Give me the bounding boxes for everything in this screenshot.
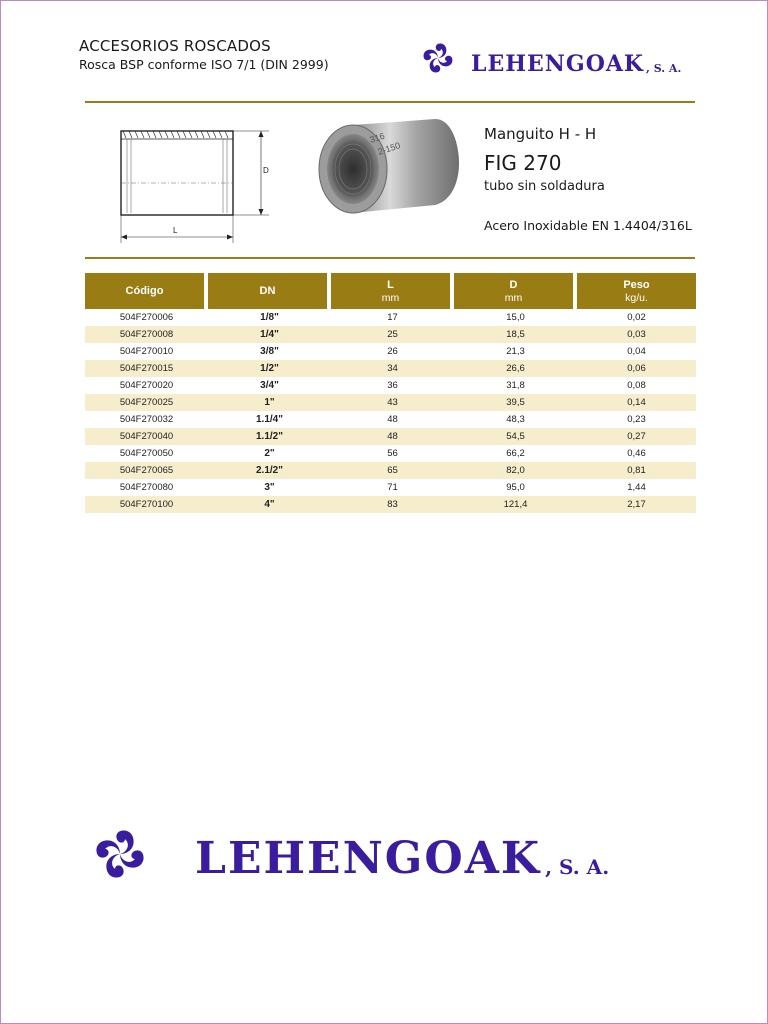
cell-l: 25	[331, 326, 454, 343]
cell-peso: 0,08	[577, 377, 696, 394]
dimension-l-label: L	[173, 226, 178, 235]
cell-l: 34	[331, 360, 454, 377]
product-material: Acero Inoxidable EN 1.4404/316L	[484, 218, 692, 233]
cell-codigo: 504F270006	[85, 309, 208, 326]
cell-peso: 0,46	[577, 445, 696, 462]
cell-d: 66,2	[454, 445, 577, 462]
cell-codigo: 504F270032	[85, 411, 208, 428]
table-row	[85, 326, 696, 343]
brand-logo-bottom	[89, 823, 609, 885]
cell-d: 39,5	[454, 394, 577, 411]
brand-name: LEHENGOAK	[195, 833, 542, 884]
cell-dn: 4"	[208, 496, 331, 513]
cell-d: 31,8	[454, 377, 577, 394]
col-header-codigo: Código	[85, 273, 208, 309]
cell-peso: 0,04	[577, 343, 696, 360]
product-photo	[313, 113, 463, 218]
cell-l: 43	[331, 394, 454, 411]
cell-d: 54,5	[454, 428, 577, 445]
spec-table	[85, 273, 696, 513]
brand-suffix: , S. A.	[545, 855, 610, 879]
section-subtitle: Rosca BSP conforme ISO 7/1 (DIN 2999)	[79, 57, 329, 72]
cell-codigo: 504F270010	[85, 343, 208, 360]
table-row	[85, 479, 696, 496]
brand-logo-top	[419, 39, 681, 77]
table-row	[85, 428, 696, 445]
cell-peso: 0,03	[577, 326, 696, 343]
cell-dn: 1.1/2"	[208, 428, 331, 445]
cell-l: 36	[331, 377, 454, 394]
cell-dn: 1/4"	[208, 326, 331, 343]
cell-dn: 3"	[208, 479, 331, 496]
table-row	[85, 309, 696, 326]
product-name: Manguito H - H	[484, 125, 597, 143]
cell-l: 56	[331, 445, 454, 462]
cell-codigo: 504F270020	[85, 377, 208, 394]
table-row	[85, 377, 696, 394]
technical-drawing	[109, 121, 284, 246]
cell-d: 18,5	[454, 326, 577, 343]
cell-codigo: 504F270040	[85, 428, 208, 445]
lauburu-icon	[89, 823, 151, 885]
cell-d: 95,0	[454, 479, 577, 496]
table-row	[85, 394, 696, 411]
table-row	[85, 360, 696, 377]
cell-codigo: 504F270100	[85, 496, 208, 513]
cell-peso: 2,17	[577, 496, 696, 513]
cell-peso: 0,06	[577, 360, 696, 377]
divider-top	[85, 101, 695, 103]
col-header-peso: Peso kg/u.	[577, 273, 696, 309]
cell-codigo: 504F270080	[85, 479, 208, 496]
cell-l: 48	[331, 428, 454, 445]
cell-dn: 2.1/2"	[208, 462, 331, 479]
photo-stamp-316: 316	[368, 130, 386, 145]
cell-l: 17	[331, 309, 454, 326]
col-header-dn: DN	[208, 273, 331, 309]
dimension-d-label: D	[263, 166, 269, 175]
cell-peso: 0,23	[577, 411, 696, 428]
product-description: tubo sin soldadura	[484, 179, 605, 194]
cell-peso: 1,44	[577, 479, 696, 496]
cell-dn: 3/4"	[208, 377, 331, 394]
col-header-l: L mm	[331, 273, 454, 309]
cell-codigo: 504F270025	[85, 394, 208, 411]
section-title: ACCESORIOS ROSCADOS	[79, 37, 271, 55]
cell-l: 83	[331, 496, 454, 513]
cell-d: 21,3	[454, 343, 577, 360]
cell-l: 26	[331, 343, 454, 360]
cell-dn: 1/2"	[208, 360, 331, 377]
cell-codigo: 504F270065	[85, 462, 208, 479]
table-row	[85, 496, 696, 513]
cell-peso: 0,02	[577, 309, 696, 326]
cell-dn: 1.1/4"	[208, 411, 331, 428]
cell-codigo: 504F270050	[85, 445, 208, 462]
cell-codigo: 504F270015	[85, 360, 208, 377]
brand-suffix: , S. A.	[646, 62, 682, 75]
cell-l: 71	[331, 479, 454, 496]
lauburu-icon	[419, 39, 457, 77]
cell-peso: 0,81	[577, 462, 696, 479]
cell-dn: 1/8"	[208, 309, 331, 326]
brand-name: LEHENGOAK	[471, 51, 645, 77]
cell-dn: 3/8"	[208, 343, 331, 360]
cell-peso: 0,27	[577, 428, 696, 445]
cell-d: 82,0	[454, 462, 577, 479]
table-row	[85, 411, 696, 428]
cell-d: 15,0	[454, 309, 577, 326]
cell-codigo: 504F270008	[85, 326, 208, 343]
cell-d: 48,3	[454, 411, 577, 428]
cell-l: 65	[331, 462, 454, 479]
table-row	[85, 445, 696, 462]
table-row	[85, 462, 696, 479]
cell-dn: 2"	[208, 445, 331, 462]
cell-d: 121,4	[454, 496, 577, 513]
col-header-d: D mm	[454, 273, 577, 309]
table-row	[85, 343, 696, 360]
cell-d: 26,6	[454, 360, 577, 377]
cell-peso: 0,14	[577, 394, 696, 411]
divider-middle	[85, 257, 695, 259]
cell-l: 48	[331, 411, 454, 428]
product-fig: FIG 270	[484, 151, 562, 175]
cell-dn: 1"	[208, 394, 331, 411]
table-header-row	[85, 273, 696, 309]
photo-stamp-2-150: 2-150	[376, 140, 402, 157]
